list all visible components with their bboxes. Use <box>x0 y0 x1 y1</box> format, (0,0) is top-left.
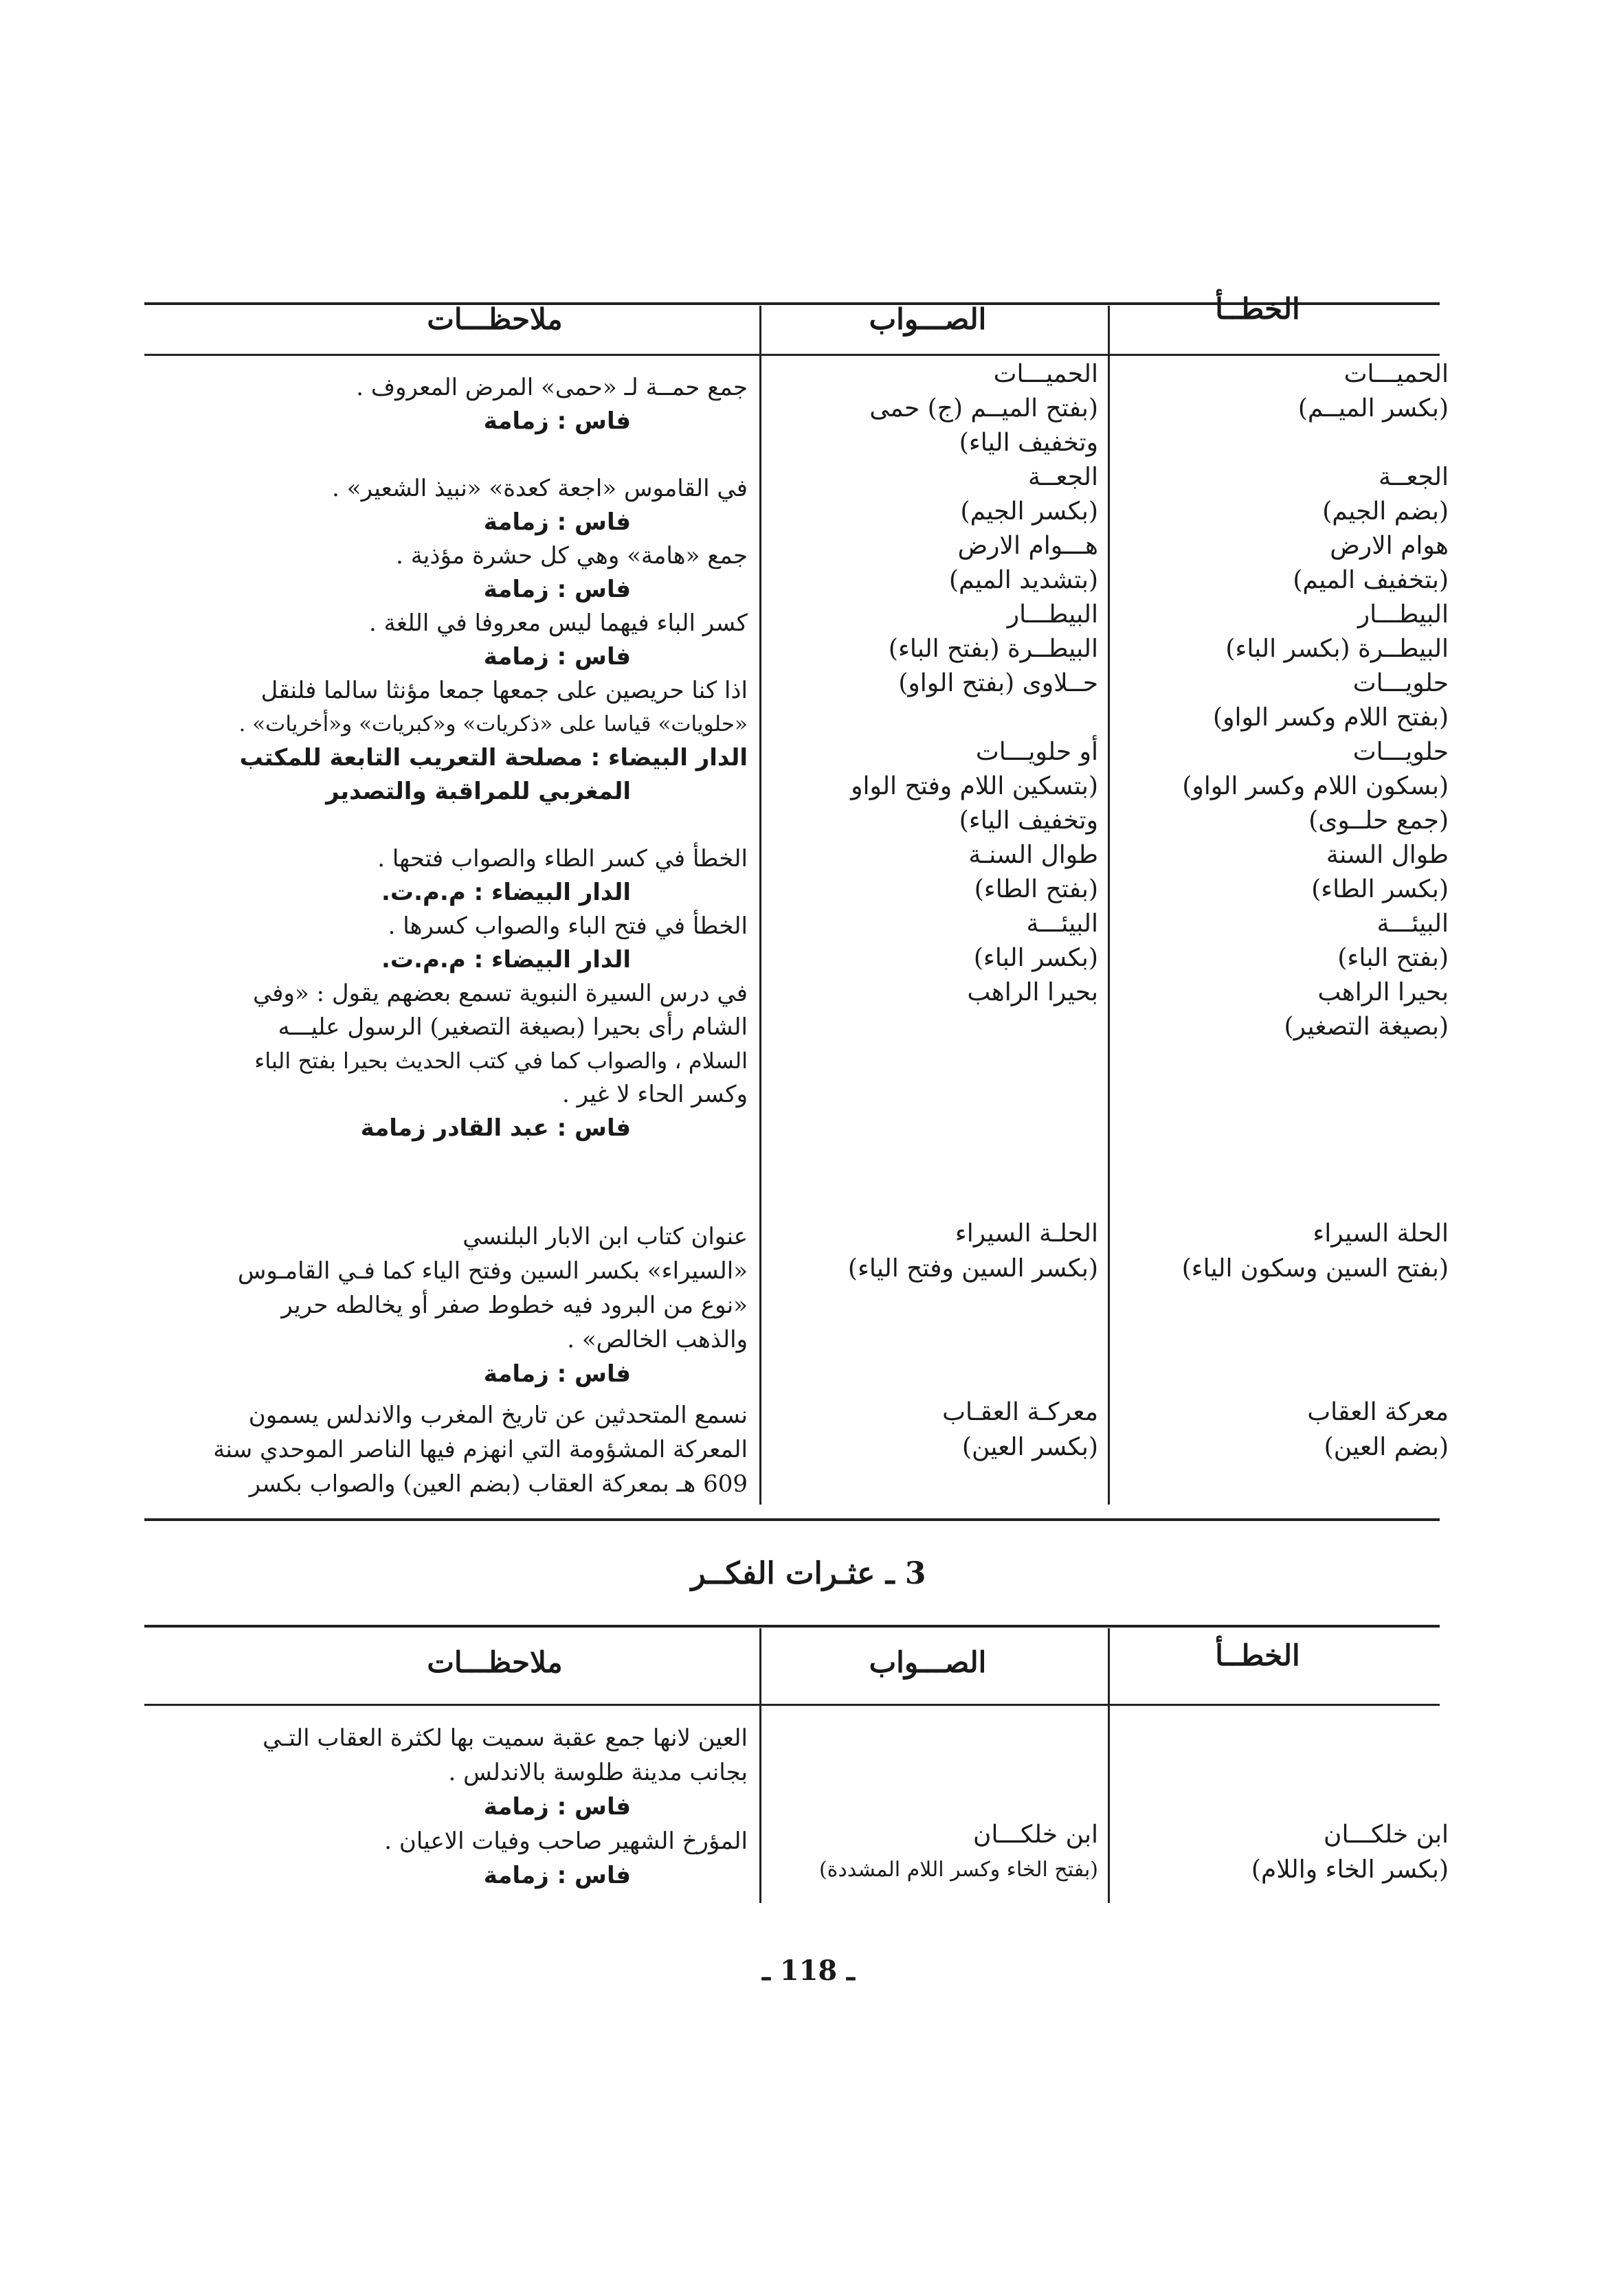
note-source: فاس : عبد القادر زمامة <box>360 1114 631 1142</box>
table1-header-error: الخطــأ <box>1215 292 1300 326</box>
table2-divider-left <box>759 1628 761 1903</box>
note-line: العين لانها جمع عقبة سميت بها لكثرة العقاب التـي <box>263 1724 748 1752</box>
correct-item: (بفتح الطاء) <box>974 875 1098 903</box>
note-line <box>129 438 748 472</box>
note-line: الشام رأى بحيرا (بصيغة التصغير) الرسول عليـــه <box>278 1013 748 1041</box>
note-source: الدار البيضاء : م.م.ت. <box>381 879 631 906</box>
error-item <box>1112 426 1449 460</box>
error-item: (بسكون اللام وكسر الواو) <box>1182 772 1449 800</box>
table1-error-column <box>1112 357 1449 1044</box>
table2-header-error: الخطــأ <box>1215 1639 1300 1672</box>
note-line: في درس السيرة النبوية تسمع بعضهم يقول : «وفي <box>252 980 748 1007</box>
error-item: الحلة السيراء <box>1313 1219 1449 1248</box>
error-item: معركة العقاب <box>1307 1398 1449 1426</box>
correct-item: حــلاوى (بفتح الواو) <box>898 669 1098 697</box>
correct-item: ابن خلكـــان <box>973 1821 1098 1849</box>
table1-header-correct: الصـــواب <box>869 302 987 336</box>
error-item: الجعــة <box>1379 463 1449 491</box>
note-line: المؤرخ الشهير صاحب وفيات الاعيان . <box>384 1827 748 1855</box>
error-item: (بضم الجيم) <box>1322 497 1449 526</box>
table1-header-rule <box>144 354 1440 356</box>
table1-notes-column <box>129 371 748 1145</box>
table1-correct-column <box>768 357 1098 1010</box>
table2-correct-column <box>768 1817 1098 1887</box>
correct-item: هـــوام الارض <box>957 532 1098 560</box>
correct-item: الجعــة <box>1028 463 1098 491</box>
note-source: فاس : زمامة <box>483 576 631 603</box>
table2-header-rule <box>144 1704 1440 1706</box>
note-source: فاس : زمامة <box>483 1360 631 1388</box>
note-source: الدار البيضاء : مصلحة التعريب التابعة للمكتب <box>239 744 748 772</box>
error-item: حلويـــات <box>1352 738 1449 766</box>
correct-item: البيطــرة (بفتح الباء) <box>888 635 1098 663</box>
table1-bottom-rule <box>144 1518 1440 1521</box>
note-line: جمع «هامة» وهي كل حشرة مؤذية . <box>396 542 748 570</box>
note-line: الخطأ في فتح الباء والصواب كسرها . <box>388 912 748 940</box>
note-line: المعركة المشؤومة التي انهزم فيها الناصر الموحدي سنة <box>213 1436 748 1463</box>
error-item: طوال السنة <box>1326 841 1449 869</box>
error-item: الحميـــات <box>1343 360 1449 388</box>
row-siyara-correct <box>768 1216 1098 1286</box>
table2-header-correct: الصـــواب <box>869 1645 987 1679</box>
error-item: حلويـــات <box>1352 669 1449 697</box>
table2-notes-column <box>129 1721 748 1893</box>
note-line: «السيراء» بكسر السين وفتح الياء كما فـي القامـوس <box>237 1257 748 1285</box>
error-item: البيئـــة <box>1376 910 1449 938</box>
row-uqab-error <box>1112 1395 1449 1465</box>
correct-item: (بكسر الباء) <box>973 944 1098 972</box>
row-siyara-notes <box>129 1219 748 1391</box>
error-item: (بفتح الباء) <box>1337 944 1449 972</box>
correct-item: البيئـــة <box>1026 910 1098 938</box>
correct-item: أو حلويـــات <box>975 738 1098 766</box>
correct-item: (بتسكين اللام وفتح الواو <box>851 772 1098 800</box>
note-line: اذا كنا حريصين على جمعها جمعا مؤنثا سالما فلنقل <box>260 677 748 704</box>
note-line: «نوع من البرود فيه خطوط صفر أو يخالطه حرير <box>281 1292 748 1319</box>
error-item: البيطــرة (بكسر الباء) <box>1225 635 1449 663</box>
note-line: «حلويات» قياسا على «ذكريات» و«كبريات» و«أخريات» . <box>238 712 748 736</box>
correct-item: الحلـة السيراء <box>955 1219 1098 1248</box>
table1-divider-left <box>759 306 761 1505</box>
note-line: نسمع المتحدثين عن تاريخ المغرب والاندلس يسمون <box>248 1402 748 1429</box>
note-source: فاس : زمامة <box>483 407 631 435</box>
note-source: فاس : زمامة <box>483 508 631 536</box>
correct-item: وتخفيف الياء) <box>959 807 1098 835</box>
section-title: 3 ـ عثـرات الفكــر <box>691 1556 926 1591</box>
correct-item: (بكسر العين) <box>961 1433 1098 1461</box>
correct-item: بحيرا الراهب <box>967 978 1098 1006</box>
page-number: ـ 118 ـ <box>762 1955 855 1987</box>
table2-error-column <box>1112 1817 1449 1887</box>
note-line: بجانب مدينة طلوسة بالاندلس . <box>448 1759 748 1786</box>
row-siyara-error <box>1112 1216 1449 1286</box>
note-source: المغربي للمراقبة والتصدير <box>326 778 631 805</box>
correct-item: (بتشديد الميم) <box>949 566 1098 594</box>
correct-item: (بفتح الميــم (ج) حمى <box>869 394 1098 423</box>
error-item: (بصيغة التصغير) <box>1284 1013 1449 1041</box>
note-line: والذهب الخالص» . <box>567 1326 748 1353</box>
error-item: (بكسر الميــم) <box>1297 394 1449 423</box>
error-item: ابن خلكـــان <box>1324 1821 1449 1849</box>
error-item: بحيرا الراهب <box>1317 978 1449 1006</box>
table1-header-notes: ملاحظـــات <box>427 302 563 336</box>
error-item: هوام الارض <box>1330 532 1449 560</box>
table2-top-rule <box>144 1625 1440 1628</box>
note-line: عنوان كتاب ابن الابار البلنسي <box>462 1223 748 1250</box>
note-source: فاس : زمامة <box>483 1793 631 1821</box>
note-line: السلام ، والصواب كما في كتب الحديث بحيرا بفتح الباء <box>254 1048 748 1074</box>
correct-item: طوال السنـة <box>968 841 1098 869</box>
correct-item <box>768 701 1098 735</box>
note-line: 609 هـ بمعركة العقاب (بضم العين) والصواب بكسر <box>249 1470 748 1498</box>
table1-divider-right <box>1108 306 1110 1505</box>
correct-item: (بكسر السين وفتح الياء) <box>847 1254 1098 1283</box>
error-item: (بتخفيف الميم) <box>1293 566 1449 594</box>
error-item: (بفتح اللام وكسر الواو) <box>1213 704 1449 732</box>
table2-header-notes: ملاحظـــات <box>427 1645 563 1679</box>
note-line: في القاموس «اجعة كعدة» «نبيذ الشعير» . <box>332 475 748 502</box>
note-line: الخطأ في كسر الطاء والصواب فتحها . <box>377 845 748 873</box>
correct-item: وتخفيف الياء) <box>959 429 1098 457</box>
error-item: (بكسر الخاء واللام) <box>1251 1856 1449 1884</box>
correct-item: (بفتح الخاء وكسر اللام المشددة) <box>818 1858 1098 1882</box>
note-source: فاس : زمامة <box>483 1862 631 1889</box>
note-line: كسر الباء فيهما ليس معروفا في اللغة . <box>368 609 748 637</box>
note-line <box>129 809 748 842</box>
note-source: فاس : زمامة <box>483 643 631 671</box>
correct-item: الحميـــات <box>993 360 1098 388</box>
row-uqab-correct <box>768 1395 1098 1465</box>
correct-item: البيطـــار <box>1007 600 1098 629</box>
row-uqab-notes <box>129 1398 748 1501</box>
table2-divider-right <box>1108 1628 1110 1903</box>
error-item: (بضم العين) <box>1324 1433 1449 1461</box>
error-item: البيطـــار <box>1357 600 1449 629</box>
correct-item: معركـة العقـاب <box>942 1398 1098 1426</box>
correct-item: (بكسر الجيم) <box>960 497 1098 526</box>
error-item: (بكسر الطاء) <box>1311 875 1449 903</box>
note-source: الدار البيضاء : م.م.ت. <box>381 946 631 973</box>
note-line: وكسر الحاء لا غير . <box>561 1081 748 1108</box>
error-item: (جمع حلــوى) <box>1308 807 1449 835</box>
note-line: جمع حمــة لـ «حمى» المرض المعروف . <box>356 374 748 401</box>
error-item: (بفتح السين وسكون الياء) <box>1181 1254 1449 1283</box>
